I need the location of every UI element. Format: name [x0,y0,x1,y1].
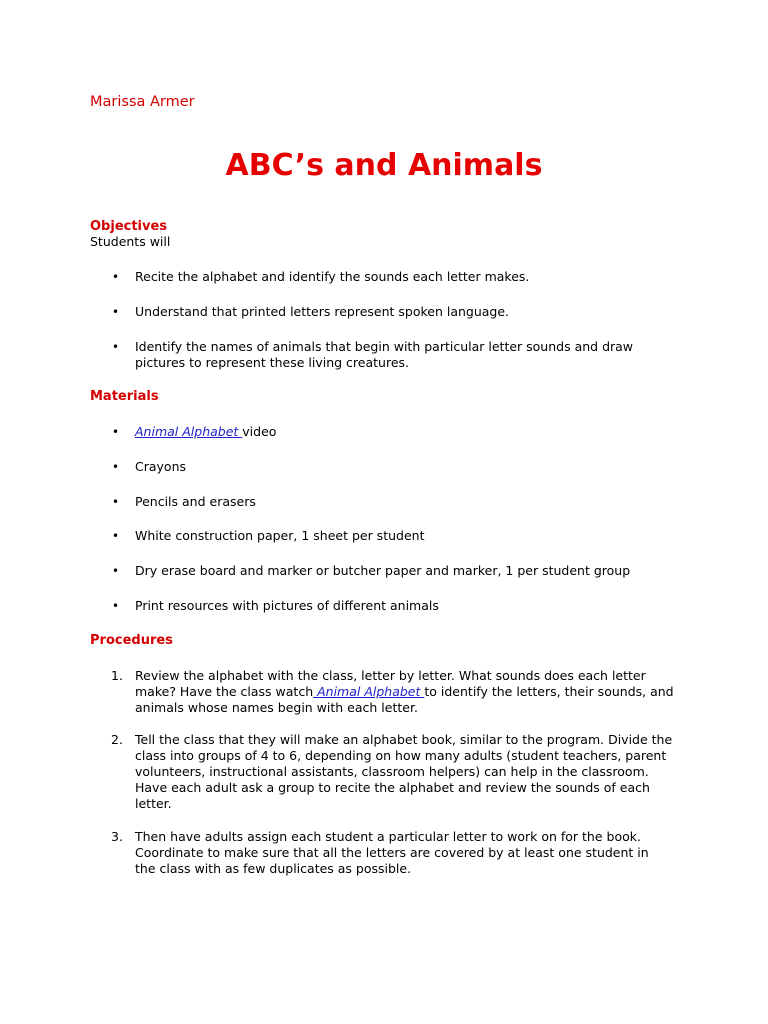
bullet-icon: • [112,495,120,509]
bullet-icon: • [112,460,120,474]
step-number: 1. [111,668,123,683]
page-title: ABC’s and Animals [225,148,543,183]
step1-text-before: Review the alphabet with the class, letter by letter. What sounds does each letter make? Have the class watch [135,668,646,699]
materials-heading: Materials [90,389,159,404]
bullet-icon: • [112,305,120,319]
procedure-step [135,668,675,716]
material-item: White construction paper, 1 sheet per student [135,528,425,543]
procedure-step: Then have adults assign each student a particular letter to work on for the book. Coordinate to make sure that all the letters are covered by at least one student in the class with as few duplicates as possible. [135,829,649,876]
bullet-icon: • [112,425,120,439]
material-item: Pencils and erasers [135,494,256,509]
bullet-icon: • [112,529,120,543]
animal-alphabet-link[interactable]: Animal Alphabet [313,684,425,699]
bullet-icon: • [112,270,120,284]
material-item: Crayons [135,459,187,474]
step-number: 3. [111,829,123,844]
material-video-suffix: video [242,424,277,439]
procedures-heading: Procedures [90,633,173,648]
bullet-icon: • [112,599,120,613]
step-number: 2. [111,732,123,747]
material-item: Dry erase board and marker or butcher paper and marker, 1 per student group [135,563,631,578]
step1-text-after: to identify the letters, their sounds, and animals whose names begin with each letter. [135,684,674,715]
bullet-icon: • [112,564,120,578]
procedure-step: Tell the class that they will make an alphabet book, similar to the program. Divide the class into groups of 4 to 6, depending on how many adults (student teachers, parent volunteers, instructional assistants, classroom helpers) can help in the classroom. Have each adult ask a group to recite the alphabet and review the sounds of each letter. [135,732,673,811]
animal-alphabet-link[interactable]: Animal Alphabet [135,424,243,439]
objective-item: Identify the names of animals that begin with particular letter sounds and draw pictures to represent these living creatures. [135,339,634,370]
author-name: Marissa Armer [90,94,195,110]
material-item: Print resources with pictures of different animals [135,598,439,613]
objectives-intro: Students will [90,234,171,249]
bullet-icon: • [112,340,120,354]
material-item-video [135,424,695,440]
objective-item: Understand that printed letters represent spoken language. [135,304,510,319]
objectives-heading: Objectives [90,219,168,234]
objective-item: Recite the alphabet and identify the sounds each letter makes. [135,269,530,284]
